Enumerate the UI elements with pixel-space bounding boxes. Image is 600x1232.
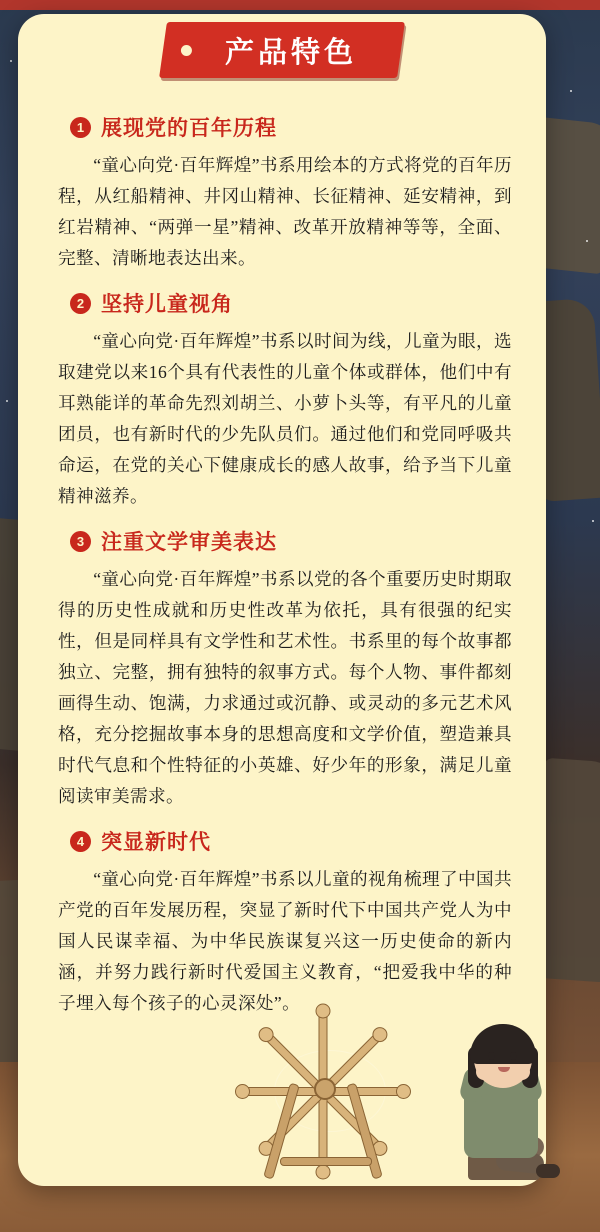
star-icon [570, 90, 572, 92]
section-header [70, 526, 512, 556]
section-title: 坚持儿童视角 [101, 293, 233, 316]
section-header [70, 826, 512, 856]
star-icon [586, 240, 588, 242]
section-header [70, 112, 512, 142]
star-icon [10, 60, 12, 62]
section-body: “童心向党·百年辉煌”书系用绘本的方式将党的百年历程，从红船精神、井冈山精神、长征精神、延安精神，到红岩精神、“两弹一星”精神、改革开放精神等等，全面、完整、清晰地表达出来。 [58, 155, 512, 268]
section-body: “童心向党·百年辉煌”书系以时间为线，儿童为眼，选取建党以来16个具有代表性的儿童个体或群体，他们中有耳熟能详的革命先烈刘胡兰、小萝卜头等，有平凡的儿童团员，也有新时代的少先队员们。通过他们和党同呼吸共命运，在党的关心下健康成长的感人故事，给予当下儿童精神滋养。 [58, 331, 512, 506]
title-banner [159, 22, 405, 78]
section-title: 注重文学审美表达 [101, 531, 277, 554]
section-header [70, 288, 512, 318]
section-number-badge: 3 [70, 531, 91, 552]
section-number-badge: 4 [70, 831, 91, 852]
section-item [58, 112, 512, 274]
section-body: “童心向党·百年辉煌”书系以党的各个重要历史时期取得的历史性成就和历史性改革为依托，具有很强的纪实性，但是同样具有文学性和艺术性。书系里的每个故事都独立、完整，拥有独特的叙事方式。每个人物、事件都刻画得生动、饱满，力求通过或沉静、或灵动的多元艺术风格，充分挖掘故事本身的思想高度和文学价值，塑造兼具时代气息和个性特征的小英雄、好少年的形象，满足儿童阅读审美需求。 [58, 569, 512, 806]
section-number-badge: 2 [70, 293, 91, 314]
content-card [18, 14, 546, 1186]
section-item [58, 526, 512, 812]
section-item [58, 826, 512, 1019]
top-red-band [0, 0, 600, 10]
star-icon [6, 400, 8, 402]
section-body: “童心向党·百年辉煌”书系以儿童的视角梳理了中国共产党的百年发展历程，突显了新时代下中国共产党人为中国人民谋幸福、为中华民族谋复兴这一历史使命的新内涵，并努力践行新时代爱国主义教育，“把爱我中华的种子埋入每个孩子的心灵深处”。 [58, 869, 512, 1013]
section-title: 展现党的百年历程 [101, 117, 277, 140]
sections-container [18, 98, 546, 1025]
page-title: 产品特色 [224, 36, 357, 69]
star-icon [592, 520, 594, 522]
section-title: 突显新时代 [101, 831, 211, 854]
section-item [58, 288, 512, 512]
section-number-badge: 1 [70, 117, 91, 138]
